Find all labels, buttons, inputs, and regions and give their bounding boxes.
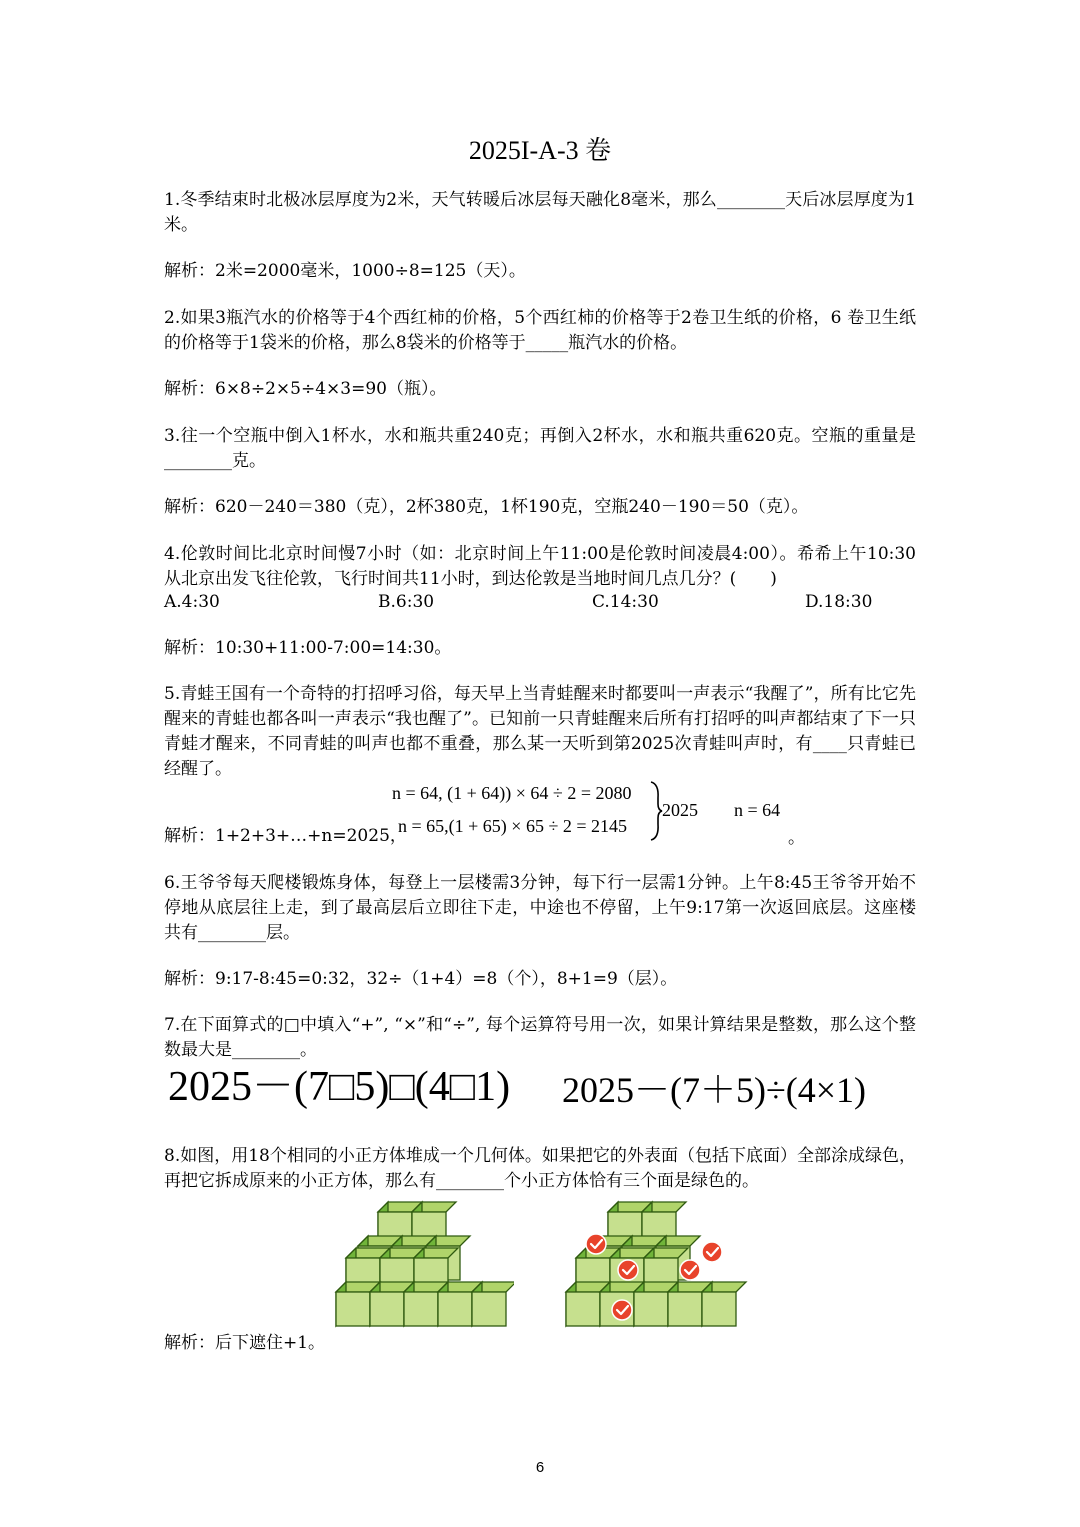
question-3-text: 3.往一个空瓶中倒入1杯水，水和瓶共重240克；再倒入2杯水，水和瓶共重620克。空瓶的重量是________克。 (164, 426, 916, 471)
formula-line-1: n = 64, (1 + 64)) × 64 ÷ 2 = 2080 (392, 783, 632, 803)
expression-answer: 2025－(7＋5)÷(4×1) (562, 1070, 867, 1110)
page-title: 2025I-A-3 卷 (468, 136, 612, 165)
question-1-analysis: 解析：2米=2000毫米，1000÷8=125（天）。 (164, 261, 526, 281)
option-c: C.14:30 (592, 592, 659, 612)
small-cube (472, 1282, 514, 1326)
cube-figure-left (334, 1192, 514, 1332)
question-8-text: 8.如图，用18个相同的小正方体堆成一个几何体。如果把它的外表面（包括下底面）全部涂成绿色，再把它拆成原来的小正方体，那么有________个小正方体恰有三个面是绿色的。 (164, 1146, 916, 1191)
option-b: B.6:30 (378, 592, 435, 612)
check-badge-icon (586, 1234, 606, 1254)
question-1-text: 1.冬季结束时北极冰层厚度为2米，天气转暖后冰层每天融化8毫米，那么________天后冰层厚度为1米。 (164, 190, 916, 235)
question-6-analysis: 解析：9:17-8:45=0:32，32÷（1+4）=8（个），8+1=9（层）。 (164, 969, 678, 989)
question-2-analysis: 解析：6×8÷2×5÷4×3=90（瓶）。 (164, 379, 447, 399)
check-badge-icon (680, 1260, 700, 1280)
small-cube (702, 1282, 746, 1326)
formula-line-2: n = 65,(1 + 65) × 65 ÷ 2 = 2145 (398, 816, 627, 836)
question-2-text: 2.如果3瓶汽水的价格等于4个西红柿的价格，5个西红柿的价格等于2卷卫生纸的价格，6 卷卫生纸的价格等于1袋米的价格，那么8袋米的价格等于_____瓶汽水的价格。 (164, 308, 916, 353)
question-4-text: 4.伦敦时间比北京时间慢7小时（如：北京时间上午11:00是伦敦时间凌晨4:00）。希希上午10:30 从北京出发飞往伦敦，飞行时间共11小时，到达伦敦是当地时间几点几分？( ) (164, 544, 916, 589)
question-7-text: 7.在下面算式的□中填入“+”, “×”和“÷”, 每个运算符号用一次，如果计算结果是整数，那么这个整数最大是________。 (164, 1015, 916, 1060)
cube-figure-right (562, 1192, 748, 1332)
question-4-analysis: 解析：10:30+11:00-7:00=14:30。 (164, 638, 452, 658)
formula-result: n = 64 (734, 800, 781, 820)
expression-question: 2025－(7□5)□(4□1) (168, 1064, 511, 1110)
page-number: 6 (535, 1459, 545, 1476)
option-a: A.4:30 (164, 592, 220, 612)
formula-suffix: 。 (788, 828, 805, 848)
question-8-analysis: 解析：后下遮住+1。 (164, 1333, 326, 1353)
formula-mid: 2025 (662, 800, 698, 820)
check-badge-icon (618, 1260, 638, 1280)
question-5-analysis: 解析：1+2+3+…+n=2025， (164, 826, 407, 846)
option-d: D.18:30 (805, 592, 873, 612)
question-6-text: 6.王爷爷每天爬楼锻炼身体，每登上一层楼需3分钟，每下行一层需1分钟。上午8:45王爷爷开始不停地从底层往上走，到了最高层后立即往下走，中途也不停留，上午9:17第一次返回底层。这座楼共有________层。 (164, 873, 916, 943)
question-3-analysis: 解析：620－240＝380（克），2杯380克，1杯190克，空瓶240－190＝50（克）。 (164, 497, 809, 517)
check-badge-icon (612, 1300, 632, 1320)
check-badge-icon (702, 1242, 722, 1262)
question-5-text: 5.青蛙王国有一个奇特的打招呼习俗，每天早上当青蛙醒来时都要叫一声表示“我醒了”，所有比它先醒来的青蛙也都各叫一声表示“我也醒了”。已知前一只青蛙醒来后所有打招呼的叫声都结束了下一只青蛙才醒来，不同青蛙的叫声也都不重叠，那么某一天听到第2025次青蛙叫声时，有____只青蛙已经醒了。 (164, 684, 916, 779)
